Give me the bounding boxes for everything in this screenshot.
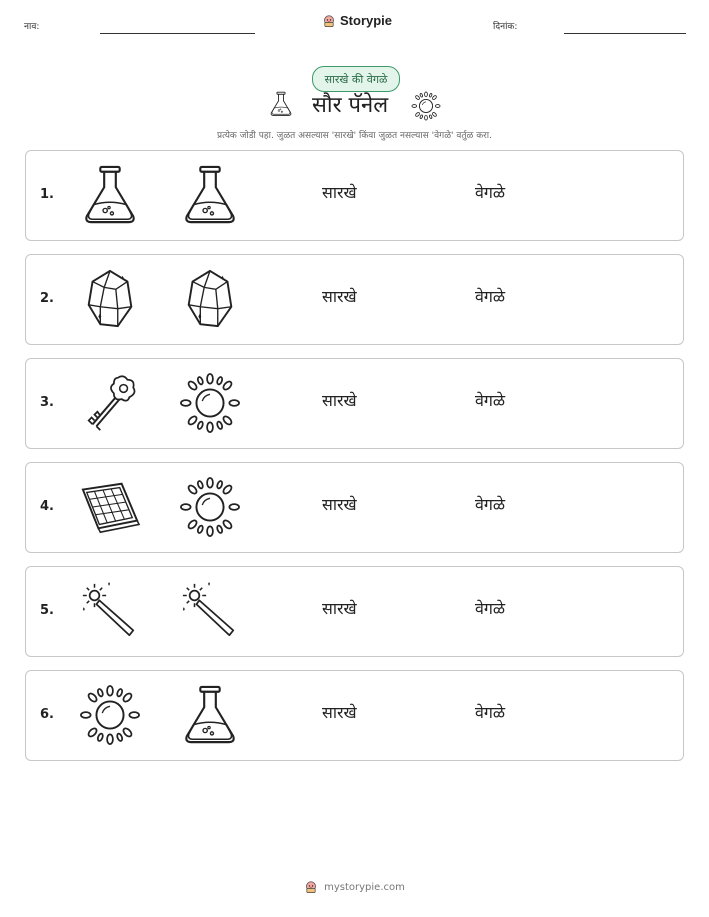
name-line[interactable] [100, 33, 255, 34]
sun-icon [411, 91, 441, 121]
same-option[interactable]: सारखे [322, 287, 357, 306]
same-option[interactable]: सारखे [322, 183, 357, 202]
flask-icon [177, 684, 243, 746]
same-option[interactable]: सारखे [322, 391, 357, 410]
crystal-icon [77, 268, 143, 330]
date-label: दिनांक: [493, 22, 518, 32]
question-number: 1. [40, 187, 54, 202]
question-number: 5. [40, 603, 54, 618]
date-line[interactable] [564, 33, 686, 34]
wand-icon [177, 580, 243, 642]
question-card [25, 670, 684, 761]
question-card [25, 462, 684, 553]
flask-icon [268, 89, 294, 119]
different-option[interactable]: वेगळे [475, 183, 506, 202]
question-card [25, 358, 684, 449]
key-icon [77, 372, 143, 434]
different-option[interactable]: वेगळे [475, 287, 506, 306]
instructions-text: प्रत्येक जोडी पहा. जुळत असल्यास 'सारखे' किंवा जुळत नसल्यास 'वेगळे' वर्तुळ करा. [216, 131, 492, 141]
worksheet-type-badge: सारखे की वेगळे [312, 66, 400, 92]
different-option[interactable]: वेगळे [475, 495, 506, 514]
same-option[interactable]: सारखे [322, 703, 357, 722]
flask-icon [77, 164, 143, 226]
question-number: 6. [40, 707, 54, 722]
question-card [25, 150, 684, 241]
footer [0, 880, 709, 894]
pie-mascot-icon [304, 880, 318, 894]
page-title: सौर पॅनेल [312, 93, 389, 118]
sun-icon [177, 476, 243, 538]
different-option[interactable]: वेगळे [475, 599, 506, 618]
brand-logo [322, 13, 392, 28]
pie-mascot-icon [322, 14, 336, 28]
sun-icon [77, 684, 143, 746]
question-number: 4. [40, 499, 54, 514]
question-card [25, 254, 684, 345]
flask-icon [177, 164, 243, 226]
crystal-icon [177, 268, 243, 330]
question-number: 3. [40, 395, 54, 410]
different-option[interactable]: वेगळे [475, 391, 506, 410]
same-option[interactable]: सारखे [322, 599, 357, 618]
question-number: 2. [40, 291, 54, 306]
different-option[interactable]: वेगळे [475, 703, 506, 722]
wand-icon [77, 580, 143, 642]
same-option[interactable]: सारखे [322, 495, 357, 514]
brand-name: Storypie [340, 13, 393, 28]
solar-panel-icon [77, 476, 143, 538]
name-label: नाव: [24, 22, 40, 32]
question-card [25, 566, 684, 657]
sun-icon [177, 372, 243, 434]
footer-link[interactable]: mystorypie.com [324, 881, 405, 893]
